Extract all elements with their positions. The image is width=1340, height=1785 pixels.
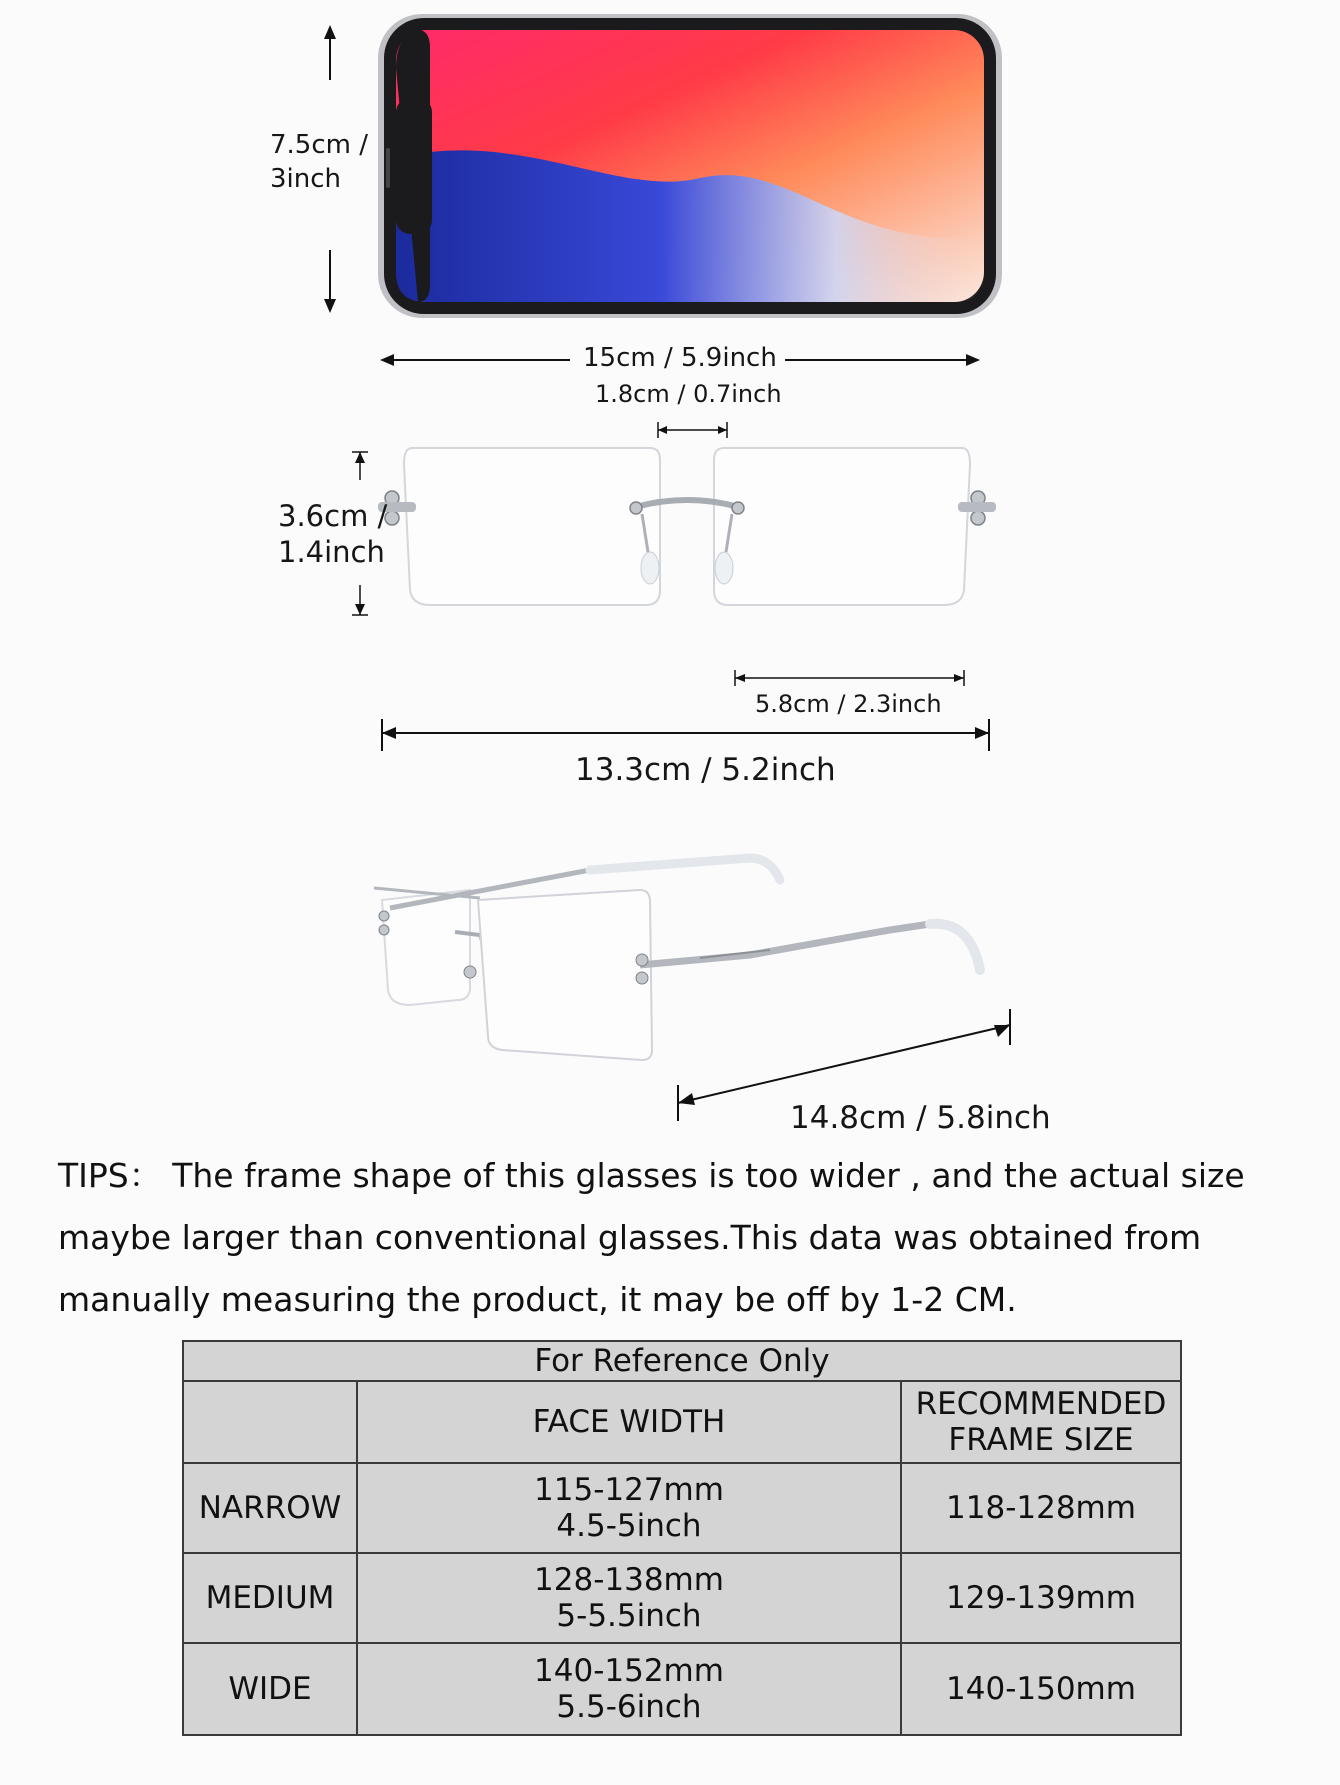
glasses-front-illustration (370, 440, 1000, 620)
header-size (183, 1381, 357, 1463)
face-width-cell (357, 1463, 901, 1553)
bridge-width-arrow (655, 420, 735, 440)
face-width-mm: 140-152mm (534, 1653, 724, 1689)
header-recommended-frame-size (901, 1381, 1181, 1463)
header-recommended-line-1: RECOMMENDED (915, 1386, 1167, 1422)
size-reference-table (182, 1340, 1182, 1736)
table-row (183, 1643, 1181, 1735)
phone-illustration (370, 8, 1010, 328)
temple-length-label: 14.8cm / 5.8inch (790, 1100, 1051, 1136)
face-width-mm: 128-138mm (534, 1562, 724, 1598)
face-width-mm: 115-127mm (534, 1472, 724, 1508)
face-width-inch: 5.5-6inch (556, 1689, 702, 1725)
phone-height-label-1: 7.5cm / (270, 130, 368, 160)
size-name: WIDE (183, 1643, 357, 1735)
face-width-inch: 5-5.5inch (556, 1598, 702, 1634)
bridge-width-label: 1.8cm / 0.7inch (595, 380, 782, 408)
lens-height-label-1: 3.6cm / (278, 499, 388, 533)
header-face-width: FACE WIDTH (357, 1381, 901, 1463)
size-name: MEDIUM (183, 1553, 357, 1643)
table-row (183, 1553, 1181, 1643)
lens-width-arrow (732, 668, 970, 688)
frame-width-arrow (378, 715, 998, 755)
lens-height-label-2: 1.4inch (278, 535, 385, 569)
face-width-inch: 4.5-5inch (556, 1508, 702, 1544)
face-width-cell (357, 1553, 901, 1643)
frame-size-cell: 129-139mm (901, 1553, 1181, 1643)
phone-height-label-2: 3inch (270, 164, 342, 194)
frame-width-label: 13.3cm / 5.2inch (575, 752, 836, 788)
table-row (183, 1463, 1181, 1553)
lens-width-label: 5.8cm / 2.3inch (755, 690, 942, 718)
face-width-cell (357, 1643, 901, 1735)
frame-size-cell: 140-150mm (901, 1643, 1181, 1735)
table-caption: For Reference Only (183, 1341, 1181, 1381)
header-recommended-line-2: FRAME SIZE (948, 1422, 1134, 1458)
frame-size-cell: 118-128mm (901, 1463, 1181, 1553)
tips-text: TIPS： The frame shape of this glasses is too wider , and the actual size maybe larger than conventional glasses.This data was obtained from manually measuring the product, it may be off by 1-2 CM. (58, 1156, 1245, 1319)
phone-width-label: 15cm / 5.9inch (583, 343, 777, 373)
size-name: NARROW (183, 1463, 357, 1553)
